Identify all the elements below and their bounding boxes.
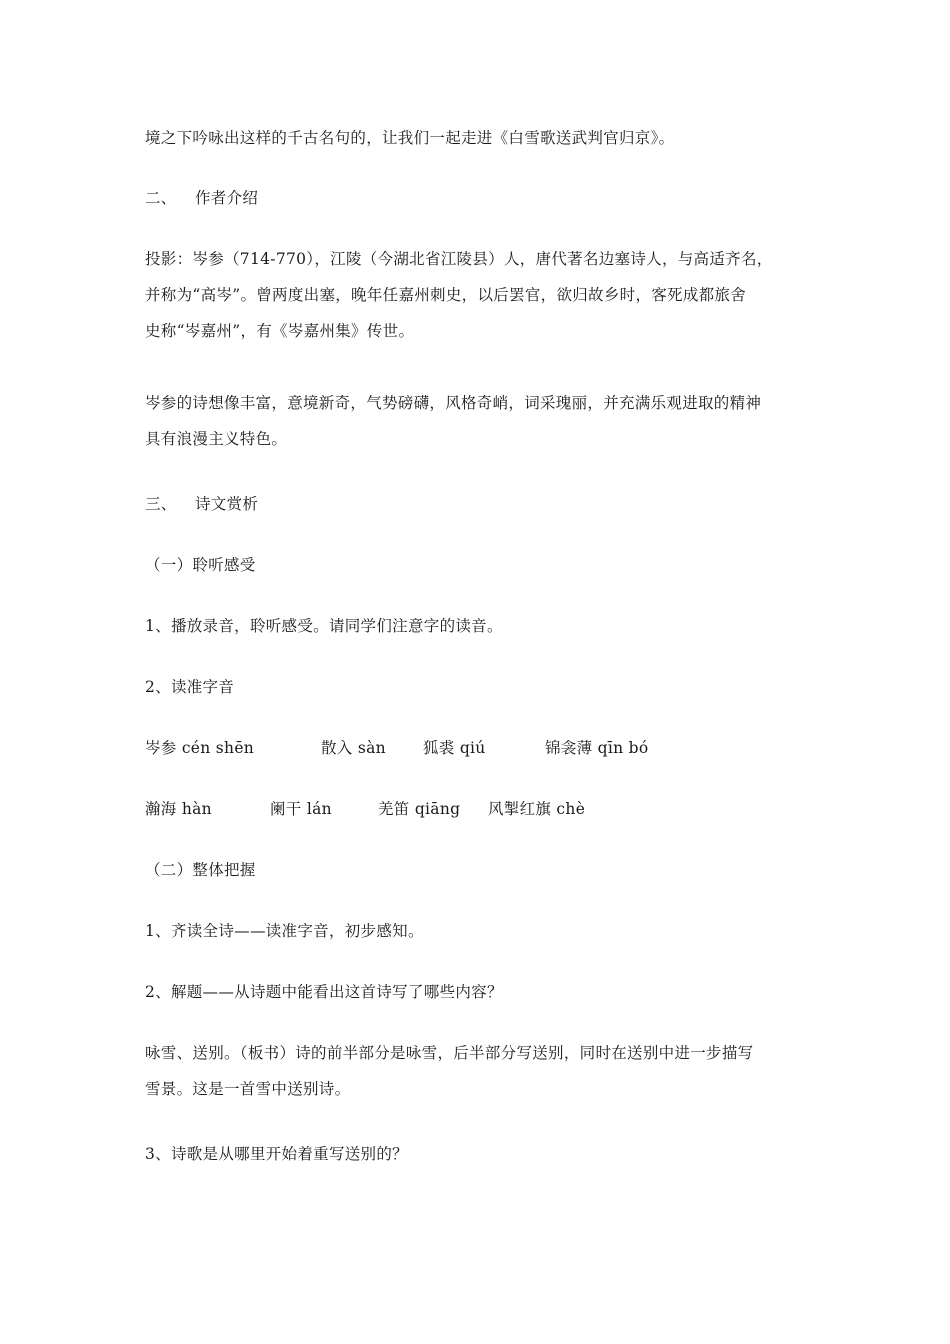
intro-line: 境之下吟咏出这样的千古名句的，让我们一起走进《白雪歌送武判官归京》。: [145, 129, 675, 147]
paragraph-line: 投影：岑参（714-770），江陵（今湖北省江陵县）人，唐代著名边塞诗人，与高适齐名，: [145, 250, 773, 268]
list-item: 2、解题——从诗题中能看出这首诗写了哪些内容？: [145, 983, 503, 1001]
pinyin-row-2: [145, 799, 810, 819]
pinyin-entry: 阑干 lán: [270, 800, 332, 818]
list-item: 2、读准字音: [145, 678, 235, 696]
pinyin-entry: 风掣红旗 chè: [488, 800, 586, 818]
pinyin-row-1: [145, 738, 810, 758]
list-item: 3、诗歌是从哪里开始着重写送别的？: [145, 1145, 408, 1163]
subheading-overview: （二）整体把握: [145, 861, 256, 879]
list-item: 1、播放录音，聆听感受。请同学们注意字的读音。: [145, 617, 503, 635]
paragraph-line: 雪景。这是一首雪中送别诗。: [145, 1080, 351, 1098]
paragraph-line: 并称为“高岑”。曾两度出塞，晚年任嘉州刺史，以后罢官，欲归故乡时，客死成都旅舍: [145, 286, 747, 304]
author-paragraph: [145, 249, 810, 341]
pinyin-entry: 锦衾薄 qīn bó: [545, 739, 649, 757]
paragraph-line: 咏雪、送别。（板书）诗的前半部分是咏雪，后半部分写送别，同时在送别中进一步描写: [145, 1044, 754, 1062]
title-paragraph: [145, 1043, 810, 1099]
heading-text: 作者介绍: [195, 189, 259, 207]
heading-analysis: [145, 494, 258, 514]
pinyin-entry: 岑参 cén shēn: [145, 739, 255, 757]
paragraph-line: 岑参的诗想像丰富，意境新奇，气势磅礴，风格奇峭，词采瑰丽，并充满乐观进取的精神: [145, 394, 762, 412]
pinyin-entry: 羌笛 qiāng: [378, 800, 461, 818]
pinyin-entry: 狐裘 qiú: [423, 739, 486, 757]
subheading-listen: （一）聆听感受: [145, 556, 256, 574]
paragraph-line: 具有浪漫主义特色。: [145, 430, 288, 448]
pinyin-entry: 瀚海 hàn: [145, 800, 212, 818]
heading-number: 二、: [145, 189, 177, 207]
list-item: 1、齐读全诗——读准字音，初步感知。: [145, 922, 424, 940]
heading-text: 诗文赏析: [195, 495, 259, 513]
pinyin-entry: 散入 sàn: [321, 739, 386, 757]
heading-author: [145, 188, 258, 208]
paragraph-line: 史称“岑嘉州”，有《岑嘉州集》传世。: [145, 322, 415, 340]
style-paragraph: [145, 393, 810, 449]
heading-number: 三、: [145, 495, 177, 513]
